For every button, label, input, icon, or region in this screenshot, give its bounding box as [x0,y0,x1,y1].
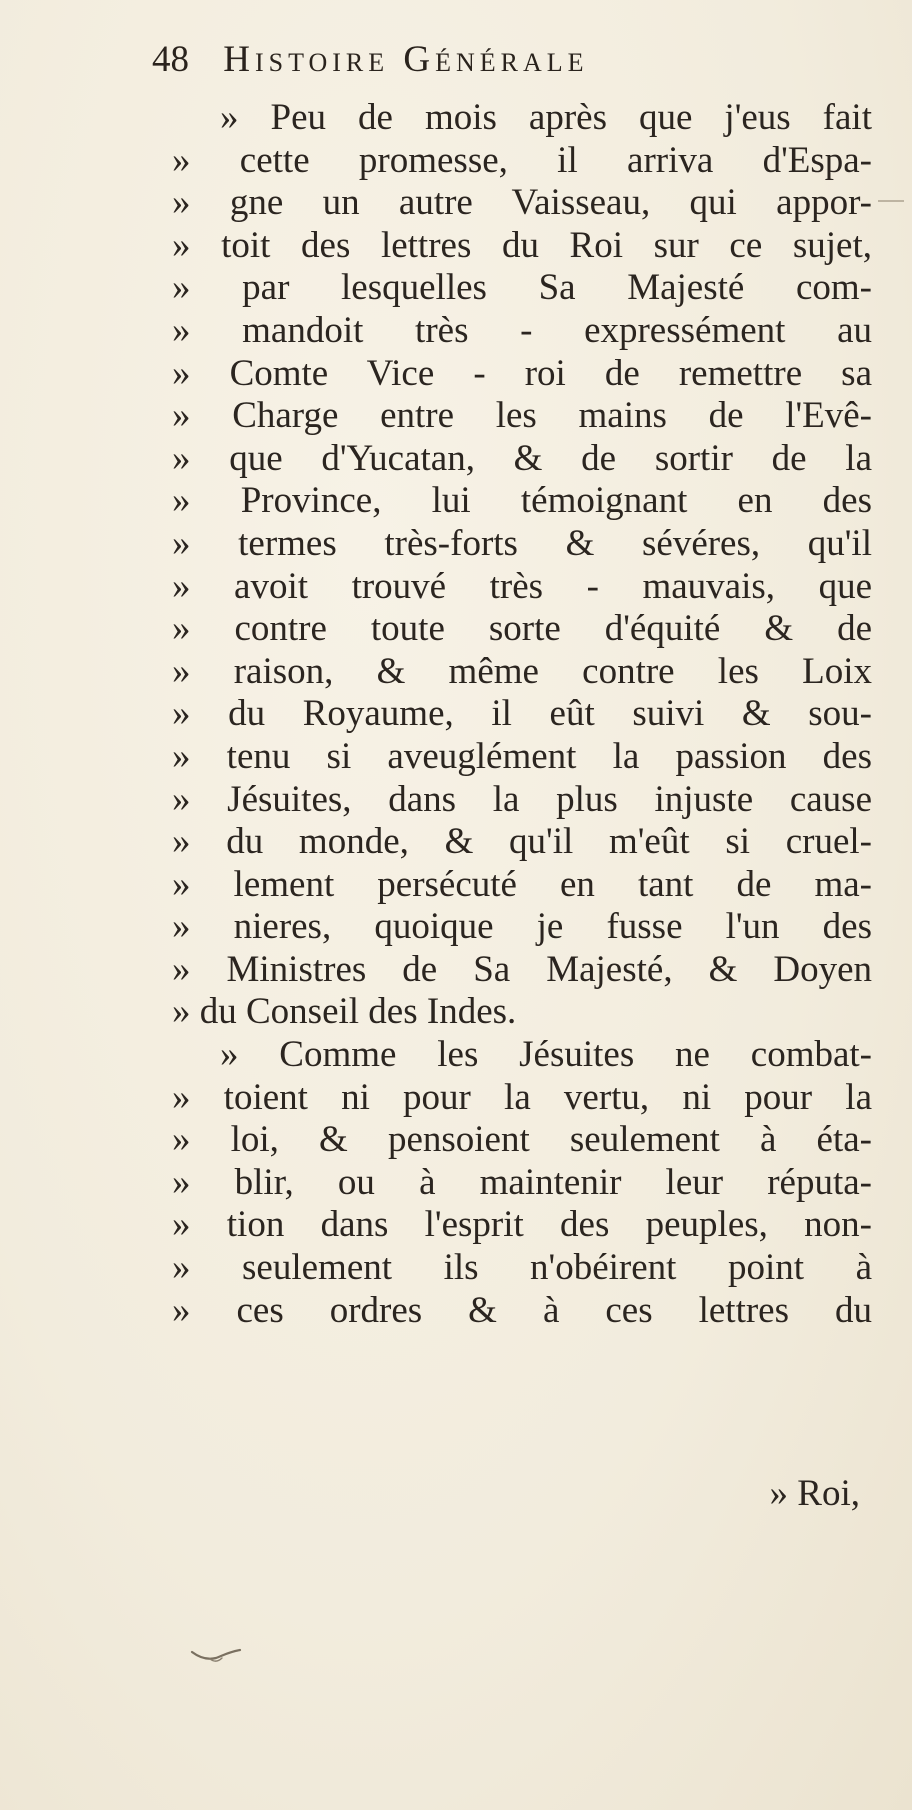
text-line: » loi, & pensoient seulement à éta- [172,1119,872,1161]
running-head [152,38,872,81]
text-line: » toit des lettres du Roi sur ce sujet, [172,224,872,266]
text-line: » tion dans l'esprit des peuples, non- [172,1204,872,1246]
text-line: » mandoit très - expressément au [172,309,872,351]
text-line: » Ministres de Sa Majesté, & Doyen [172,948,872,990]
text-line: » nieres, quoique je fusse l'un des [172,906,872,948]
text-line: » Jésuites, dans la plus injuste cause [172,778,872,820]
text-line: » toient ni pour la vertu, ni pour la [172,1076,872,1118]
running-title: Histoire Générale [223,39,589,80]
body-text [172,97,872,1332]
text-line: » ces ordres & à ces lettres du [172,1289,872,1331]
page-number: 48 [152,39,189,80]
text-line: » cette promesse, il arriva d'Espa- [172,139,872,181]
text-line: » blir, ou à maintenir leur réputa- [172,1161,872,1203]
text-line: » Charge entre les mains de l'Evê- [172,395,872,437]
text-line: » raison, & même contre les Loix [172,650,872,692]
text-line: » lement persécuté en tant de ma- [172,863,872,905]
text-line: » termes très-forts & sévéres, qu'il [172,522,872,564]
text-line: » du monde, & qu'il m'eût si cruel- [172,821,872,863]
text-line: » par lesquelles Sa Majesté com- [172,267,872,309]
text-line: » Peu de mois après que j'eus fait [220,97,872,138]
text-line: » que d'Yucatan, & de sortir de la [172,437,872,479]
text-line: » tenu si aveuglément la passion des [172,735,872,777]
catchword: » Roi, [769,1473,860,1514]
text-line: » du Royaume, il eût suivi & sou- [172,693,872,735]
text-line: » contre toute sorte d'équité & de [172,608,872,650]
text-line: » avoit trouvé très - mauvais, que [172,565,872,607]
tailpiece-ornament-icon [190,1644,242,1666]
text-line: » gne un autre Vaisseau, qui appor- [172,182,872,224]
margin-mark [878,200,904,202]
text-line: » Comte Vice - roi de remettre sa [172,352,872,394]
text-line: » seulement ils n'obéirent point à [172,1247,872,1289]
text-line: » du Conseil des Indes. [172,991,517,1033]
text-line: » Comme les Jésuites ne combat- [220,1034,872,1076]
text-line: » Province, lui témoignant en des [172,480,872,522]
